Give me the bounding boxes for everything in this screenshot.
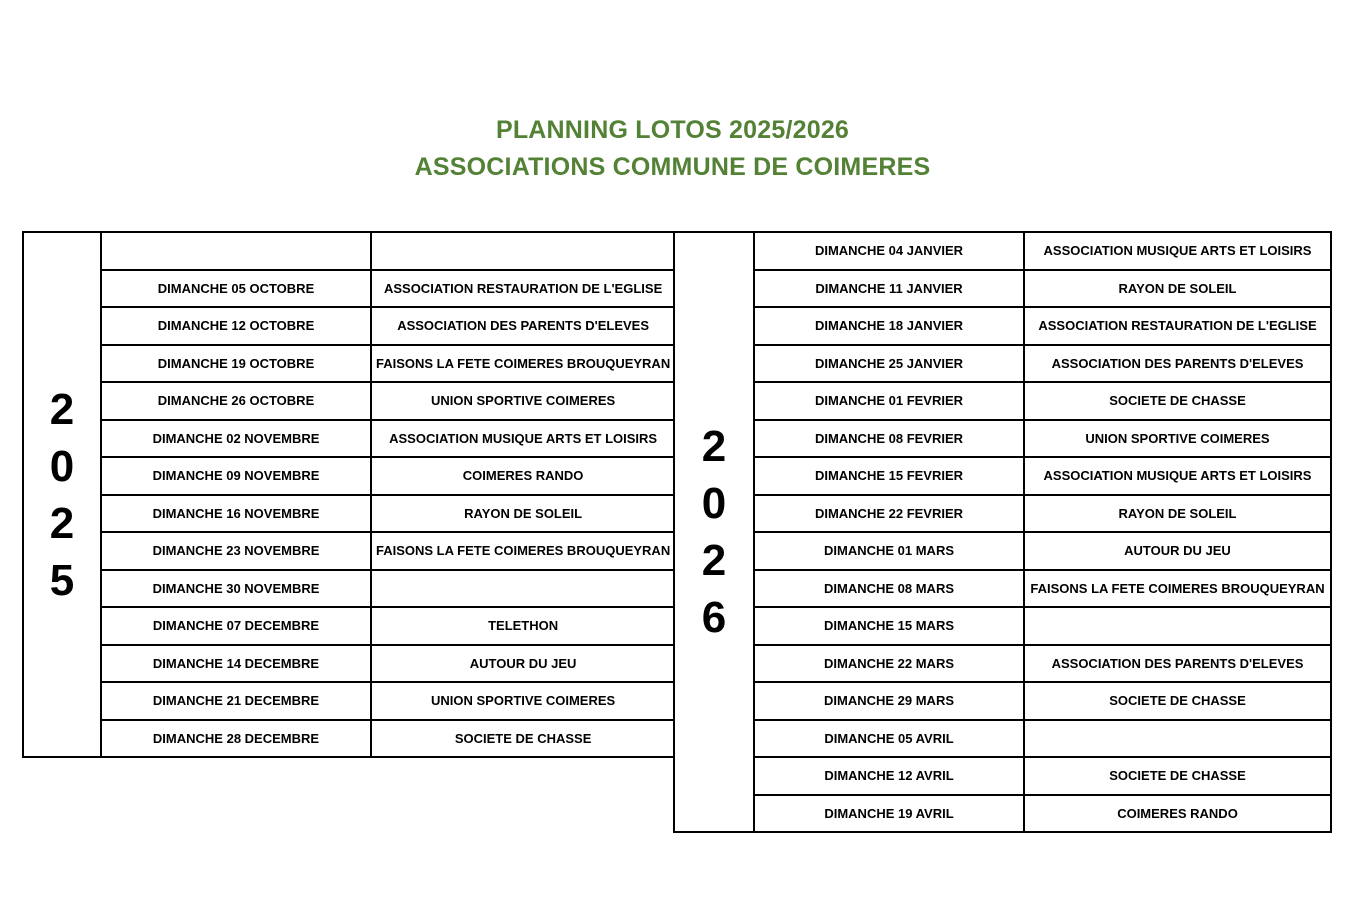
year-digit: 2 (49, 498, 75, 548)
association-cell: ASSOCIATION DES PARENTS D'ELEVES (1024, 645, 1331, 683)
association-cell (1024, 720, 1331, 758)
date-cell: DIMANCHE 21 DECEMBRE (101, 682, 371, 720)
table-row (674, 645, 1331, 683)
association-cell: RAYON DE SOLEIL (371, 495, 675, 533)
table-row (674, 757, 1331, 795)
table-row (23, 345, 675, 383)
date-cell: DIMANCHE 05 AVRIL (754, 720, 1024, 758)
table-row (23, 420, 675, 458)
association-cell (371, 570, 675, 608)
date-cell: DIMANCHE 16 NOVEMBRE (101, 495, 371, 533)
date-cell: DIMANCHE 28 DECEMBRE (101, 720, 371, 758)
year-digit: 5 (49, 555, 75, 605)
date-cell: DIMANCHE 11 JANVIER (754, 270, 1024, 308)
title-line-2: ASSOCIATIONS COMMUNE DE COIMERES (414, 153, 931, 181)
date-cell: DIMANCHE 15 FEVRIER (754, 457, 1024, 495)
association-cell: ASSOCIATION MUSIQUE ARTS ET LOISIRS (371, 420, 675, 458)
page-title (0, 112, 1345, 186)
table-row (674, 532, 1331, 570)
table-row (23, 382, 675, 420)
table-row (674, 270, 1331, 308)
table-row (23, 307, 675, 345)
association-cell: SOCIETE DE CHASSE (1024, 682, 1331, 720)
date-cell (101, 232, 371, 270)
date-cell: DIMANCHE 12 AVRIL (754, 757, 1024, 795)
association-cell: FAISONS LA FETE COIMERES BROUQUEYRAN (1024, 570, 1331, 608)
table-row (674, 495, 1331, 533)
date-cell: DIMANCHE 26 OCTOBRE (101, 382, 371, 420)
date-cell: DIMANCHE 25 JANVIER (754, 345, 1024, 383)
date-cell: DIMANCHE 01 MARS (754, 532, 1024, 570)
date-cell: DIMANCHE 08 FEVRIER (754, 420, 1024, 458)
table-row (674, 382, 1331, 420)
table-row (674, 345, 1331, 383)
table-row (674, 795, 1331, 833)
date-cell: DIMANCHE 15 MARS (754, 607, 1024, 645)
table-row (674, 420, 1331, 458)
association-cell: ASSOCIATION MUSIQUE ARTS ET LOISIRS (1024, 232, 1331, 270)
association-cell: SOCIETE DE CHASSE (371, 720, 675, 758)
association-cell: UNION SPORTIVE COIMERES (371, 382, 675, 420)
table-row (23, 682, 675, 720)
date-cell: DIMANCHE 04 JANVIER (754, 232, 1024, 270)
association-cell: SOCIETE DE CHASSE (1024, 382, 1331, 420)
association-cell: AUTOUR DU JEU (371, 645, 675, 683)
table-row (674, 570, 1331, 608)
association-cell: ASSOCIATION RESTAURATION DE L'EGLISE (1024, 307, 1331, 345)
table-row (674, 720, 1331, 758)
date-cell: DIMANCHE 19 OCTOBRE (101, 345, 371, 383)
planning-table-2026 (673, 231, 1332, 833)
planning-table-2026-body (674, 232, 1331, 832)
table-row (23, 495, 675, 533)
date-cell: DIMANCHE 22 FEVRIER (754, 495, 1024, 533)
association-cell: FAISONS LA FETE COIMERES BROUQUEYRAN (371, 532, 675, 570)
date-cell: DIMANCHE 01 FEVRIER (754, 382, 1024, 420)
date-cell: DIMANCHE 19 AVRIL (754, 795, 1024, 833)
table-row (674, 307, 1331, 345)
association-cell: TELETHON (371, 607, 675, 645)
association-cell: ASSOCIATION DES PARENTS D'ELEVES (371, 307, 675, 345)
table-row (23, 457, 675, 495)
table-row (674, 607, 1331, 645)
association-cell: ASSOCIATION MUSIQUE ARTS ET LOISIRS (1024, 457, 1331, 495)
year-digit: 6 (701, 593, 727, 642)
association-cell: COIMERES RANDO (1024, 795, 1331, 833)
year-digit: 2 (701, 536, 727, 585)
date-cell: DIMANCHE 05 OCTOBRE (101, 270, 371, 308)
date-cell: DIMANCHE 22 MARS (754, 645, 1024, 683)
date-cell: DIMANCHE 23 NOVEMBRE (101, 532, 371, 570)
table-row (23, 532, 675, 570)
table-row (23, 720, 675, 758)
association-cell (371, 232, 675, 270)
association-cell (1024, 607, 1331, 645)
planning-table-2025-body (23, 232, 675, 757)
association-cell: SOCIETE DE CHASSE (1024, 757, 1331, 795)
date-cell: DIMANCHE 12 OCTOBRE (101, 307, 371, 345)
association-cell: ASSOCIATION RESTAURATION DE L'EGLISE (371, 270, 675, 308)
table-row (674, 457, 1331, 495)
table-row (674, 232, 1331, 270)
date-cell: DIMANCHE 09 NOVEMBRE (101, 457, 371, 495)
table-row (23, 232, 675, 270)
date-cell: DIMANCHE 29 MARS (754, 682, 1024, 720)
association-cell: COIMERES RANDO (371, 457, 675, 495)
year-digit: 0 (701, 479, 727, 528)
date-cell: DIMANCHE 07 DECEMBRE (101, 607, 371, 645)
year-digit: 0 (49, 441, 75, 491)
planning-table-2025 (22, 231, 676, 758)
table-row (23, 645, 675, 683)
association-cell: RAYON DE SOLEIL (1024, 495, 1331, 533)
date-cell: DIMANCHE 18 JANVIER (754, 307, 1024, 345)
year-label-2026 (674, 232, 754, 832)
association-cell: UNION SPORTIVE COIMERES (371, 682, 675, 720)
date-cell: DIMANCHE 14 DECEMBRE (101, 645, 371, 683)
table-row (23, 570, 675, 608)
table-row (23, 607, 675, 645)
association-cell: ASSOCIATION DES PARENTS D'ELEVES (1024, 345, 1331, 383)
association-cell: FAISONS LA FETE COIMERES BROUQUEYRAN (371, 345, 675, 383)
association-cell: RAYON DE SOLEIL (1024, 270, 1331, 308)
title-line-1: PLANNING LOTOS 2025/2026 (495, 116, 850, 144)
year-label-2025 (23, 232, 101, 757)
table-row (674, 682, 1331, 720)
association-cell: AUTOUR DU JEU (1024, 532, 1331, 570)
table-row (23, 270, 675, 308)
date-cell: DIMANCHE 08 MARS (754, 570, 1024, 608)
year-digit: 2 (701, 422, 727, 471)
year-digit: 2 (49, 384, 75, 434)
date-cell: DIMANCHE 02 NOVEMBRE (101, 420, 371, 458)
association-cell: UNION SPORTIVE COIMERES (1024, 420, 1331, 458)
date-cell: DIMANCHE 30 NOVEMBRE (101, 570, 371, 608)
